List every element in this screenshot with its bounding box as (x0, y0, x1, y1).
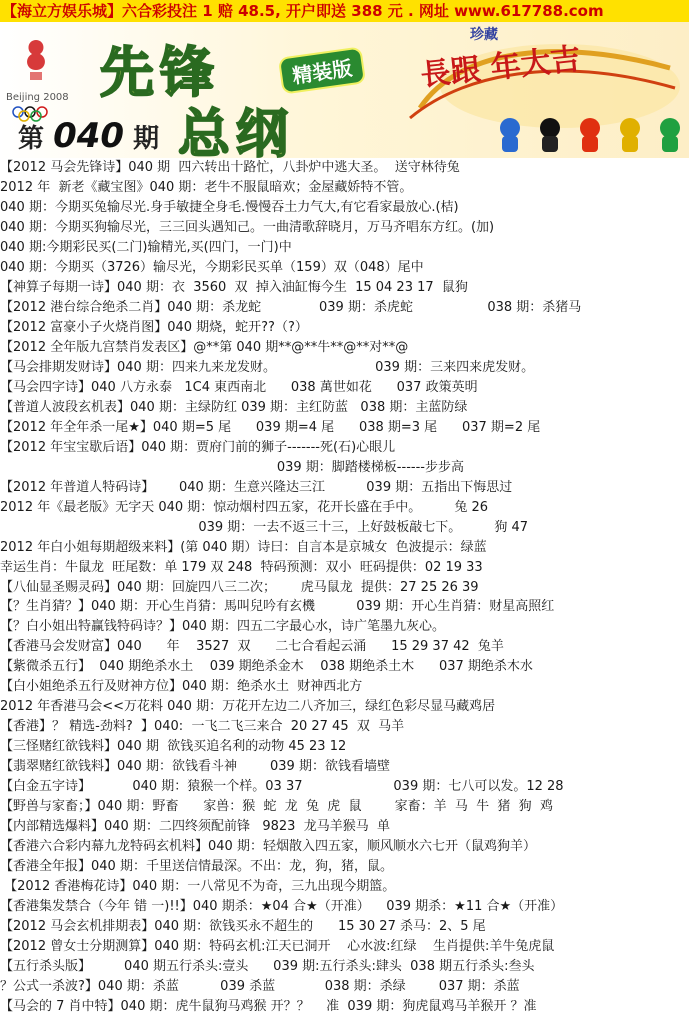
text-line: 【野兽与家畜；】040 期：野畜 家兽：猴 蛇 龙 兔 虎 鼠 家畜：羊 马 牛 猪 狗 鸡 (0, 799, 553, 814)
text-line: 【香港集发禁合（今年 错 一)!!】040 期杀：★04 合★（开准） 039 期杀：★11 合★（开准） (0, 899, 564, 914)
text-line: ？公式一杀波?】040 期：杀蓝 039 杀蓝 038 期：杀绿 037 期：杀蓝 (0, 979, 520, 994)
text-line: 【2012 富豪小子火烧肖图】040 期烧，蛇开??（?） (0, 320, 308, 335)
beijing-2008-label: Beijing 2008 (6, 92, 69, 103)
text-line: 【白小姐绝杀五行及财神方位】040 期：绝杀水土 财神西北方 (0, 679, 363, 694)
text-line: 【内部精选爆料】040 期：二四终须配前锋 9823 龙马羊猴马 单 (0, 819, 390, 834)
text-line: 【香港全年报】040 期：千里送信情最深。不出：龙，狗，猪，鼠。 (0, 859, 393, 874)
text-line: 【普道人波段玄机表】040 期：主绿防红 039 期：主红防蓝 038 期：主蓝防绿 (0, 400, 468, 415)
title-bottom: 总纲 (178, 105, 295, 158)
text-line: 040 期：今期买狗输尽光，三三回头遇知己。一曲清歌辞晓月，万马齐唱东方红。(加) (0, 220, 495, 235)
top-promo-banner: 【海立方娱乐城】六合彩投注 1 赔 48.5, 开户即送 388 元 . 网址 www.617788.com (0, 0, 689, 22)
text-line: 【2012 全年版九宫禁肖发表区】@**第 040 期**@**牛**@**对**@ (0, 340, 409, 355)
text-line: 【2012 马会先锋诗】040 期 四六转出十路忙，八卦炉中逃大圣。 送守林待兔 (0, 160, 460, 175)
issue-number (18, 116, 159, 156)
issue-suffix: 期 (133, 124, 160, 154)
text-line: 【香港马会发财富】040 年 3527 双 二七合看起云涌 15 29 37 42 兔羊 (0, 639, 504, 654)
beijing-olympics-logo-icon (18, 36, 54, 86)
text-line: 【马会四字诗】040 八方永泰 1C4 東西南北 038 萬世如花 037 政策英明 (0, 380, 478, 395)
text-line: 040 期：今期买兔输尽光.身手敏捷全身毛.慢慢吞土力气大,有它看家最放心.(桔) (0, 200, 459, 215)
text-line: 【紫微杀五行】 040 期绝杀水土 039 期绝杀金木 038 期绝杀土木 037 期绝杀木水 (0, 659, 533, 674)
issue-number-value: 040 (53, 116, 125, 156)
text-line: 【2012 香港梅花诗】040 期：一八常见不为奇，三九出现今期篮。 (0, 879, 396, 894)
text-line: 【2012 年宝宝歇后语】040 期：贾府门前的狮子-------死(石)心眼儿 (0, 440, 396, 455)
text-line: 2012 年《最老版》无字天 040 期：惊动烟村四五家，花开长盛在手中。 兔 26 (0, 500, 489, 515)
text-line: 【？生肖猜？】040 期：开心生肖猜：馬叫兒吟有玄機 039 期：开心生肖猜：财星高照红 (0, 599, 555, 614)
text-line: 039 期：脚踏楼梯板------步步高 (0, 460, 464, 475)
text-line: 幸运生肖：牛鼠龙 旺尾数：单 179 双 248 特码预测：双小 旺码提供：02 19 33 (0, 560, 483, 575)
text-line: 039 期：一去不返三十三，上好鼓板敲七下。 狗 47 (0, 520, 529, 535)
text-line: 【2012 港台综合绝杀二肖】040 期：杀龙蛇 039 期：杀虎蛇 038 期：杀猪马 (0, 300, 582, 315)
header-banner (0, 22, 689, 158)
text-line: 【？白小姐出特赢钱特码诗？】040 期：四五二字最心水，诗广笔墨九灰心。 (0, 619, 445, 634)
text-line: 【神算子每期一诗】040 期：衣 3560 双 掉入油缸悔今生 15 04 23 17 鼠狗 (0, 280, 468, 295)
text-line: 【2012 曾女士分期测算】040 期：特码玄机:江天已洞开 心水波:红绿 生肖提供:羊牛兔虎鼠 (0, 939, 555, 954)
text-line: 2012 年 新老《藏宝图》040 期：老牛不服鼠暗欢；金屋藏娇特不管。 (0, 180, 413, 195)
text-line: 【2012 马会玄机排期表】040 期：欲钱买永不超生的 15 30 27 杀马：2、5 尾 (0, 919, 486, 934)
text-line: 【马会排期发财诗】040 期：四来九来龙发财。 039 期：三来四来虎发财。 (0, 360, 535, 375)
text-line: 【马会的 7 肖中特】040 期：虎牛鼠狗马鸡猴 开？？ 准 039 期：狗虎鼠鸡马羊猴开 ？准 (0, 999, 537, 1014)
text-line: 【2012 年全年杀一尾★】040 期=5 尾 039 期=4 尾 038 期=3 尾 037 期=2 尾 (0, 420, 541, 435)
text-line: 【香港】？ 精选-劲料? 】040: 一飞二飞三来合 20 27 45 双 马羊 (0, 719, 405, 734)
text-line: 040 期:今期彩民买(二门)输精光,买(四门，一门)中 (0, 240, 292, 255)
mascots-icon (490, 114, 685, 154)
text-line: 【五行杀头版】 040 期五行杀头:壹头 039 期:五行杀头:肆头 038 期五行杀头:叁头 (0, 959, 535, 974)
text-line: 040 期：今期买（3726）输尽光，今期彩民买单（159）双（048）尾中 (0, 260, 424, 275)
text-line: 【翡翠赌红欲钱料】040 期：欲钱看斗神 039 期：欲钱看墙壁 (0, 759, 390, 774)
text-line: 【2012 年普道人特码诗】 040 期：生意兴隆达三江 039 期：五指出下悔思过 (0, 480, 513, 495)
slogan-text: 長跟 年大吉 (418, 41, 583, 94)
collect-label: 珍藏 (470, 27, 498, 43)
text-line: 【白金五字诗】 040 期：猿猴一个样。03 37 039 期：七八可以发。12 28 (0, 779, 564, 794)
text-line: 【八仙显圣赐灵码】040 期：回旋四八三二次； 虎马鼠龙 提供：27 25 26 39 (0, 580, 479, 595)
issue-prefix: 第 (18, 124, 45, 154)
text-line: 【香港六合彩内幕九龙特码玄机料】040 期：轻烟散入四五家，顺风顺水六七开（鼠鸡狗羊） (0, 839, 536, 854)
title-top: 先锋 (100, 41, 220, 104)
text-content (0, 158, 689, 1017)
text-line: 2012 年香港马会<<万花料 040 期：万花开左边二八齐加三，绿红色彩尽显马藏鸡居 (0, 699, 496, 714)
edition-badge: 精装版 (278, 46, 366, 94)
text-line: 2012 年白小姐每期超级来料】(第 040 期）诗曰：自言本是京城女 色波提示：绿蓝 (0, 540, 487, 555)
text-line: 【三怪赌红欲钱料】040 期 欲钱买追名利的动物 45 23 12 (0, 739, 347, 754)
